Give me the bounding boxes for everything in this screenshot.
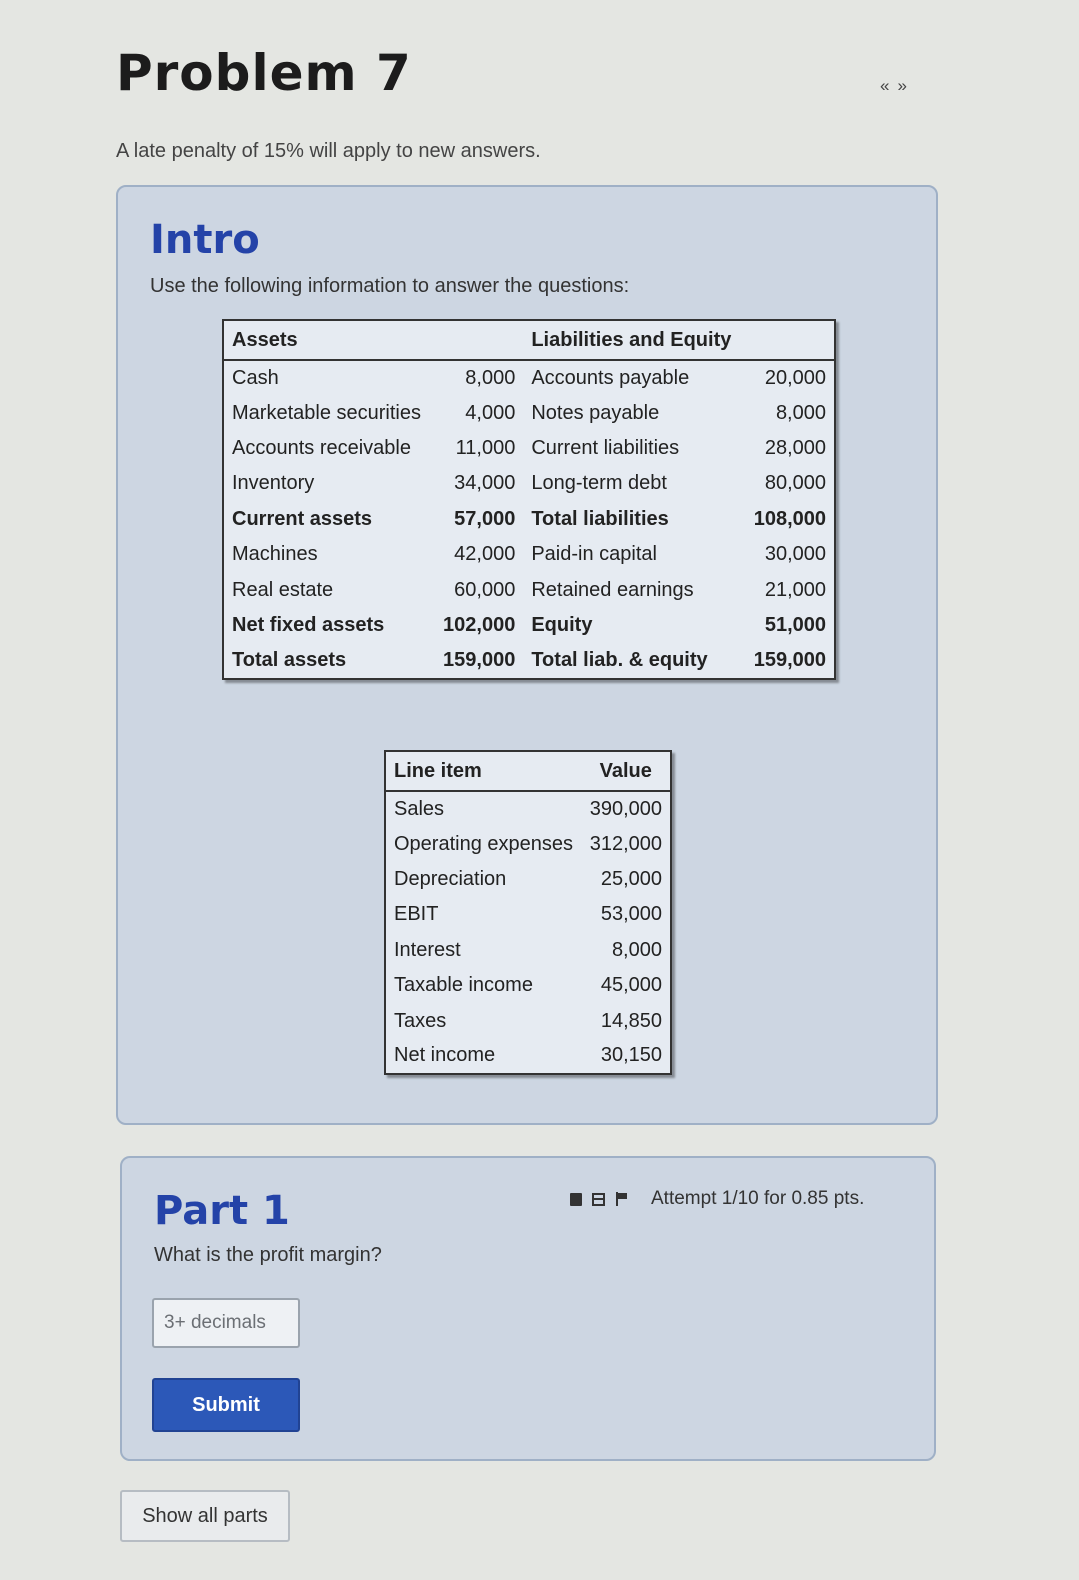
line-item-value: 390,000 xyxy=(589,797,662,820)
line-item-value: 14,850 xyxy=(600,1009,662,1032)
liability-label: Long-term debt xyxy=(531,472,667,495)
asset-value: 60,000 xyxy=(454,578,516,601)
liability-value: 20,000 xyxy=(764,366,826,389)
asset-value: 8,000 xyxy=(465,366,516,389)
liability-value: 21,000 xyxy=(764,578,826,601)
line-item-label: EBIT xyxy=(394,903,439,926)
next-problem-icon[interactable]: » xyxy=(897,76,903,95)
table-row xyxy=(223,537,835,572)
page-title: Problem 7 xyxy=(116,44,412,102)
attempt-status xyxy=(570,1188,864,1210)
prev-problem-icon[interactable]: « xyxy=(880,76,886,95)
table-row xyxy=(385,826,671,861)
intro-instructions: Use the following information to answer the questions: xyxy=(150,275,630,297)
asset-value: 42,000 xyxy=(454,543,516,566)
liability-value: 108,000 xyxy=(753,507,826,530)
table-row xyxy=(223,502,835,537)
header-value: Value xyxy=(581,751,671,791)
table-row xyxy=(385,791,671,826)
header-assets: Assets xyxy=(223,320,433,360)
header-liabilities-equity: Liabilities and Equity xyxy=(523,320,744,360)
submit-button[interactable]: Submit xyxy=(152,1378,300,1432)
problem-nav xyxy=(880,76,903,96)
line-item-label: Taxable income xyxy=(394,974,533,997)
asset-value: 4,000 xyxy=(465,401,516,424)
grid-icon[interactable] xyxy=(592,1193,605,1206)
flag-icon[interactable] xyxy=(615,1192,629,1206)
table-row xyxy=(223,572,835,607)
attempt-text: Attempt 1/10 for 0.85 pts. xyxy=(651,1188,865,1209)
asset-label: Net fixed assets xyxy=(232,613,385,636)
liability-label: Accounts payable xyxy=(531,366,690,389)
liability-label: Retained earnings xyxy=(531,578,694,601)
intro-panel xyxy=(116,185,938,1125)
line-item-label: Net income xyxy=(394,1044,496,1067)
table-row xyxy=(385,1039,671,1074)
square-icon[interactable] xyxy=(570,1193,582,1206)
part1-panel xyxy=(120,1156,936,1461)
liability-label: Total liabilities xyxy=(531,507,669,530)
answer-input[interactable] xyxy=(152,1298,300,1348)
liability-label: Total liab. & equity xyxy=(531,648,708,671)
line-item-value: 53,000 xyxy=(600,903,662,926)
table-row xyxy=(385,897,671,932)
header-line-item: Line item xyxy=(385,751,581,791)
header-assets-value xyxy=(433,320,523,360)
liability-value: 8,000 xyxy=(775,401,826,424)
header-liabilities-value xyxy=(744,320,835,360)
asset-label: Machines xyxy=(232,543,318,566)
part1-title: Part 1 xyxy=(154,1188,290,1234)
line-item-label: Depreciation xyxy=(394,867,507,890)
table-row xyxy=(385,862,671,897)
balance-sheet-table xyxy=(222,319,836,680)
liability-value: 159,000 xyxy=(753,648,826,671)
liability-value: 51,000 xyxy=(764,613,826,636)
balance-sheet-header xyxy=(223,320,835,360)
asset-label: Total assets xyxy=(232,648,347,671)
asset-value: 34,000 xyxy=(454,472,516,495)
line-item-value: 8,000 xyxy=(611,938,662,961)
income-statement-table xyxy=(384,750,672,1075)
table-row xyxy=(385,933,671,968)
liability-label: Current liabilities xyxy=(531,436,680,459)
table-row xyxy=(223,608,835,643)
line-item-value: 45,000 xyxy=(600,974,662,997)
late-penalty-notice: A late penalty of 15% will apply to new answers. xyxy=(116,140,541,162)
table-row xyxy=(385,968,671,1003)
liability-value: 28,000 xyxy=(764,436,826,459)
asset-value: 11,000 xyxy=(455,436,516,459)
table-row xyxy=(223,360,835,395)
table-row xyxy=(223,643,835,678)
line-item-label: Interest xyxy=(394,938,461,961)
show-all-parts-button[interactable]: Show all parts xyxy=(120,1490,290,1542)
line-item-value: 25,000 xyxy=(600,867,662,890)
liability-label: Paid-in capital xyxy=(531,543,657,566)
table-row xyxy=(385,1003,671,1038)
asset-value: 159,000 xyxy=(443,648,516,671)
liability-value: 30,000 xyxy=(764,543,826,566)
liability-label: Notes payable xyxy=(531,401,660,424)
asset-label: Inventory xyxy=(232,472,315,495)
asset-label: Real estate xyxy=(232,578,334,601)
intro-title: Intro xyxy=(150,217,260,263)
line-item-value: 30,150 xyxy=(600,1044,662,1067)
line-item-label: Operating expenses xyxy=(394,832,574,855)
asset-value: 57,000 xyxy=(454,507,516,530)
asset-label: Current assets xyxy=(232,507,373,530)
table-row xyxy=(223,395,835,430)
asset-label: Marketable securities xyxy=(232,401,421,424)
line-item-label: Sales xyxy=(394,797,445,820)
table-row xyxy=(223,431,835,466)
part1-question: What is the profit margin? xyxy=(154,1244,382,1266)
liability-value: 80,000 xyxy=(764,472,826,495)
income-statement-header xyxy=(385,751,671,791)
asset-label: Cash xyxy=(232,366,279,389)
line-item-label: Taxes xyxy=(394,1009,447,1032)
line-item-value: 312,000 xyxy=(589,832,662,855)
liability-label: Equity xyxy=(531,613,593,636)
table-row xyxy=(223,466,835,501)
asset-value: 102,000 xyxy=(443,613,516,636)
asset-label: Accounts receivable xyxy=(232,436,411,459)
